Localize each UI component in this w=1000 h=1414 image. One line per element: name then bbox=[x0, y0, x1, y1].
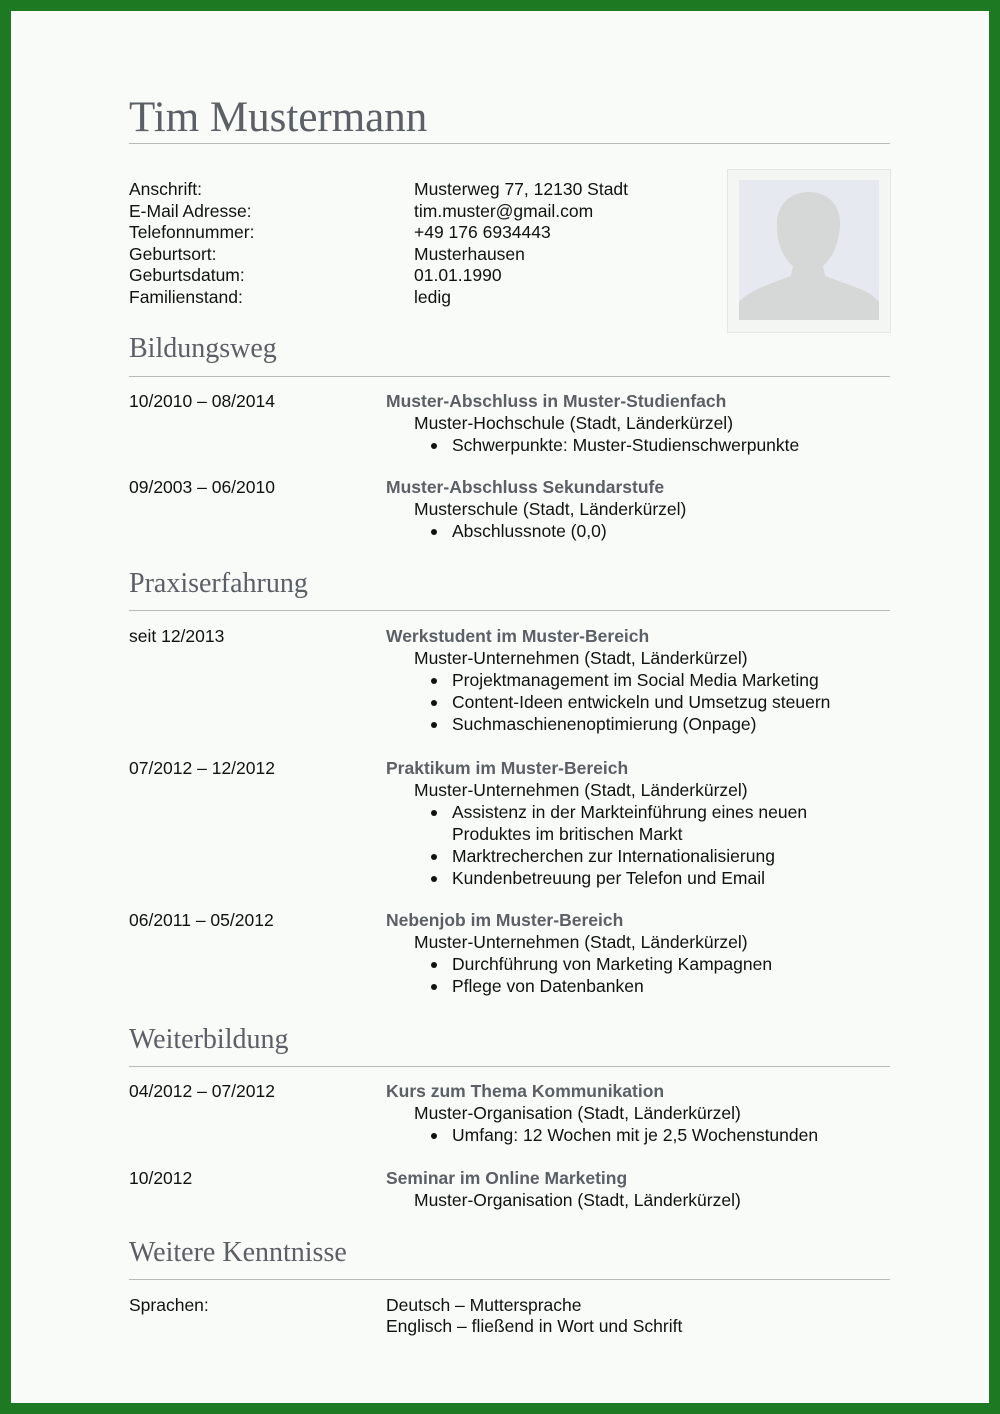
section-title-skills: Weitere Kenntnisse bbox=[129, 1237, 347, 1268]
entry-bullets bbox=[452, 669, 830, 735]
entry-date: 10/2012 bbox=[129, 1168, 193, 1188]
entry-bullets bbox=[452, 1124, 818, 1146]
entry-bullets bbox=[452, 953, 772, 997]
language-item: Deutsch – Muttersprache bbox=[386, 1295, 582, 1315]
entry-organization: Muster-Unternehmen (Stadt, Länderkürzel) bbox=[414, 780, 748, 800]
bullet-item: Suchmaschienenoptimierung (Onpage) bbox=[452, 713, 830, 735]
entry-organization: Muster-Unternehmen (Stadt, Länderkürzel) bbox=[414, 648, 748, 668]
entry-date: 07/2012 – 12/2012 bbox=[129, 758, 275, 778]
entry-organization: Muster-Hochschule (Stadt, Länderkürzel) bbox=[414, 413, 734, 433]
bullet-item: Pflege von Datenbanken bbox=[452, 975, 772, 997]
cv-name: Tim Mustermann bbox=[129, 94, 428, 141]
entry-organization: Muster-Organisation (Stadt, Länderkürzel) bbox=[414, 1190, 741, 1210]
entry-title: Muster-Abschluss in Muster-Studienfach bbox=[386, 391, 727, 411]
entry-organization: Musterschule (Stadt, Länderkürzel) bbox=[414, 499, 687, 519]
entry-date: 06/2011 – 05/2012 bbox=[129, 910, 274, 930]
section-title-further-training: Weiterbildung bbox=[129, 1024, 289, 1055]
bullet-item: Durchführung von Marketing Kampagnen bbox=[452, 954, 773, 974]
entry-date: seit 12/2013 bbox=[129, 626, 225, 646]
entry-bullets bbox=[452, 520, 607, 542]
value-marital-status: ledig bbox=[414, 286, 451, 307]
entry-title: Seminar im Online Marketing bbox=[386, 1168, 628, 1188]
bullet-text: Assistenz in der Markteinführung eines neuen bbox=[452, 802, 808, 822]
person-silhouette-icon bbox=[739, 180, 879, 320]
entry-title: Werkstudent im Muster-Bereich bbox=[386, 626, 650, 646]
label-birthplace: Geburtsort: bbox=[129, 243, 217, 264]
entry-bullets bbox=[452, 434, 799, 456]
bullet-item: Schwerpunkte: Muster-Studienschwerpunkte bbox=[452, 435, 800, 455]
education-divider bbox=[129, 376, 890, 377]
value-birthplace: Musterhausen bbox=[414, 243, 525, 264]
bullet-item: Content-Ideen entwickeln und Umsetzug steuern bbox=[452, 692, 831, 712]
label-email: E-Mail Adresse: bbox=[129, 200, 252, 221]
language-item: Englisch – fließend in Wort und Schrift bbox=[386, 1316, 683, 1336]
entry-organization: Muster-Unternehmen (Stadt, Länderkürzel) bbox=[414, 932, 748, 952]
entry-date: 10/2010 – 08/2014 bbox=[129, 391, 275, 411]
bullet-item: Umfang: 12 Wochen mit je 2,5 Wochenstunden bbox=[452, 1125, 819, 1145]
title-divider bbox=[129, 143, 890, 144]
entry-title: Kurs zum Thema Kommunikation bbox=[386, 1081, 665, 1101]
entry-title: Nebenjob im Muster-Bereich bbox=[386, 910, 624, 930]
bullet-item bbox=[452, 801, 807, 845]
value-email: tim.muster@gmail.com bbox=[414, 200, 594, 221]
bullet-text-continuation: Produktes im britischen Markt bbox=[452, 824, 683, 844]
value-address: Musterweg 77, 12130 Stadt bbox=[414, 179, 629, 199]
experience-divider bbox=[129, 610, 890, 611]
label-birthdate: Geburtsdatum: bbox=[129, 265, 245, 285]
bullet-item: Kundenbetreuung per Telefon und Email bbox=[452, 867, 807, 889]
entry-title: Muster-Abschluss Sekundarstufe bbox=[386, 477, 665, 497]
label-address: Anschrift: bbox=[129, 179, 202, 199]
bullet-item: Abschlussnote (0,0) bbox=[452, 521, 607, 541]
cv-page bbox=[11, 11, 989, 1403]
entry-date: 04/2012 – 07/2012 bbox=[129, 1081, 275, 1101]
personal-labels bbox=[129, 179, 254, 308]
entry-date: 09/2003 – 06/2010 bbox=[129, 477, 275, 497]
value-phone: +49 176 6934443 bbox=[414, 222, 551, 242]
further-training-divider bbox=[129, 1066, 890, 1067]
label-marital-status: Familienstand: bbox=[129, 286, 243, 307]
skills-divider bbox=[129, 1279, 890, 1280]
value-birthdate: 01.01.1990 bbox=[414, 265, 502, 285]
section-title-experience: Praxiserfahrung bbox=[129, 568, 308, 599]
section-title-education: Bildungsweg bbox=[129, 333, 277, 364]
entry-bullets bbox=[452, 801, 807, 889]
skills-values bbox=[386, 1295, 682, 1337]
bullet-item: Projektmanagement im Social Media Marketing bbox=[452, 669, 830, 691]
skills-label: Sprachen: bbox=[129, 1295, 209, 1315]
profile-photo-placeholder bbox=[727, 169, 891, 333]
label-phone: Telefonnummer: bbox=[129, 222, 255, 242]
entry-organization: Muster-Organisation (Stadt, Länderkürzel) bbox=[414, 1103, 741, 1123]
personal-values bbox=[414, 179, 628, 308]
entry-title: Praktikum im Muster-Bereich bbox=[386, 758, 629, 778]
bullet-item: Marktrecherchen zur Internationalisierung bbox=[452, 845, 807, 867]
